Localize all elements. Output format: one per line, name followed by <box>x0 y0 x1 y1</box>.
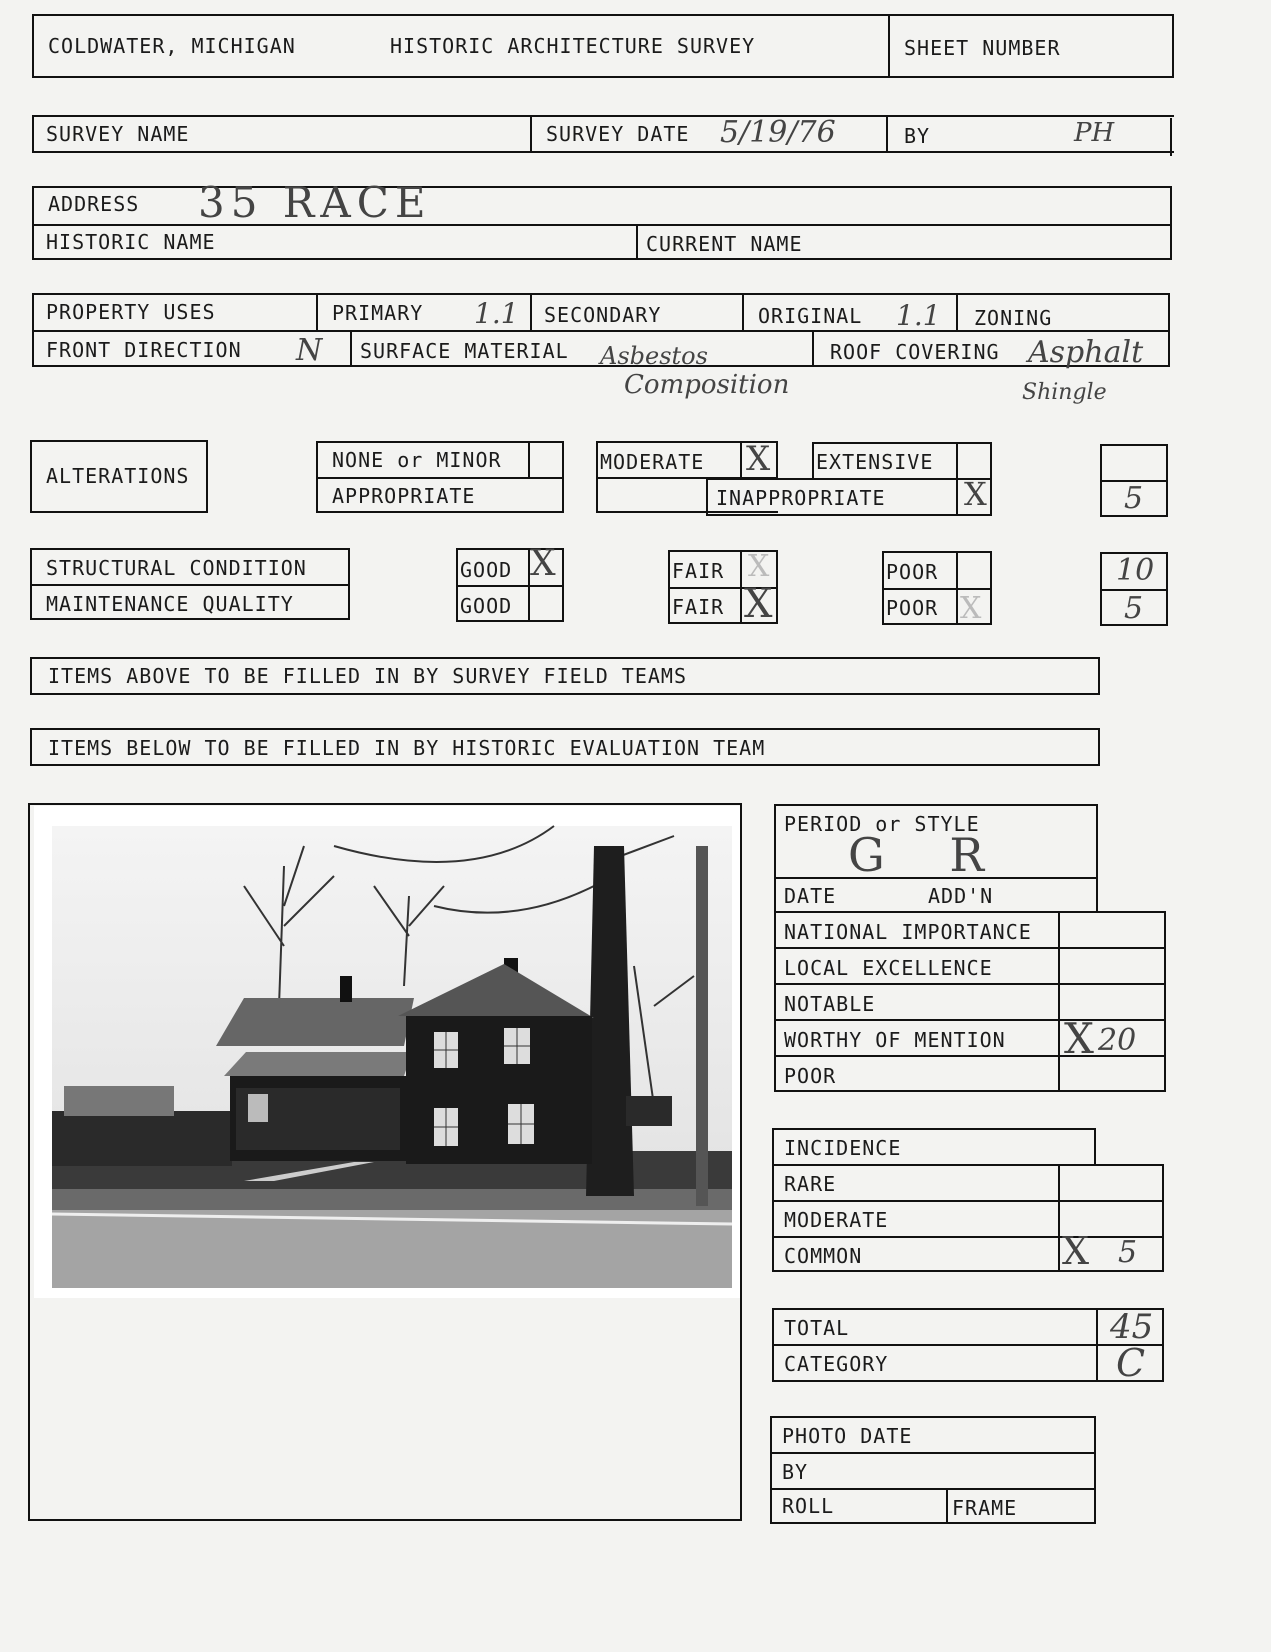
surface-material-value-1: Asbestos <box>600 342 708 370</box>
divider <box>316 477 564 479</box>
none-minor-label: NONE or MINOR <box>332 448 502 472</box>
divider <box>946 1488 948 1524</box>
divider <box>770 1488 1096 1490</box>
common-mark: X <box>1062 1229 1090 1273</box>
structural-good-mark: X <box>530 543 556 584</box>
house-photograph <box>34 806 740 1298</box>
divider <box>1170 118 1172 156</box>
divider <box>1058 1164 1060 1272</box>
appropriate-label: APPROPRIATE <box>332 484 476 508</box>
maintenance-fair-mark: X <box>744 581 773 627</box>
primary-value: 1.1 <box>474 297 519 330</box>
moderate-incidence-label: MODERATE <box>784 1208 889 1232</box>
structural-good-label: GOOD <box>460 558 513 582</box>
address-label: ADDRESS <box>48 192 140 216</box>
maintenance-poor-label: POOR <box>886 596 939 620</box>
worthy-score: 20 <box>1098 1023 1137 1058</box>
primary-label: PRIMARY <box>332 301 424 325</box>
divider <box>888 14 890 78</box>
roll-label: ROLL <box>782 1494 835 1518</box>
divider <box>956 551 958 625</box>
secondary-label: SECONDARY <box>544 303 662 327</box>
total-label: TOTAL <box>784 1316 850 1340</box>
structural-poor-label: POOR <box>886 560 939 584</box>
moderate-label: MODERATE <box>600 450 705 474</box>
national-importance-label: NATIONAL IMPORTANCE <box>784 920 1032 944</box>
common-score: 5 <box>1118 1235 1138 1270</box>
front-direction-label: FRONT DIRECTION <box>46 338 242 362</box>
divider <box>530 293 532 330</box>
property-uses-label: PROPERTY USES <box>46 300 216 324</box>
front-direction-value: N <box>296 333 323 368</box>
incidence-label: INCIDENCE <box>784 1136 902 1160</box>
city-label: COLDWATER, MICHIGAN <box>48 34 296 58</box>
divider <box>740 441 742 479</box>
divider <box>882 588 992 590</box>
category-label: CATEGORY <box>784 1352 889 1376</box>
roof-covering-label: ROOF COVERING <box>830 340 1000 364</box>
by-label: BY <box>904 124 931 148</box>
survey-date-label: SURVEY DATE <box>546 122 690 146</box>
maintenance-fair-label: FAIR <box>672 595 725 619</box>
divider <box>774 947 1166 949</box>
structural-fair-label: FAIR <box>672 559 725 583</box>
divider <box>770 1452 1096 1454</box>
photo-by-label: BY <box>782 1460 809 1484</box>
historic-name-label: HISTORIC NAME <box>46 230 216 254</box>
structural-score: 10 <box>1116 553 1155 588</box>
divider <box>316 293 318 330</box>
worthy-mark: X <box>1064 1014 1094 1063</box>
field-teams-note: ITEMS ABOVE TO BE FILLED IN BY SURVEY FIELD TEAMS <box>48 664 688 688</box>
address-value: 35 RACE <box>198 178 432 227</box>
roof-covering-value-1: Asphalt <box>1028 335 1144 370</box>
divider <box>772 1200 1164 1202</box>
roof-covering-value-2: Shingle <box>1022 380 1107 405</box>
divider <box>530 115 532 153</box>
divider <box>350 330 352 367</box>
total-value: 45 <box>1110 1307 1154 1347</box>
notable-label: NOTABLE <box>784 992 876 1016</box>
survey-date-value: 5/19/76 <box>720 115 836 150</box>
current-name-label: CURRENT NAME <box>646 232 803 256</box>
addn-label: ADD'N <box>928 884 994 908</box>
date-label: DATE <box>784 884 837 908</box>
category-value: C <box>1116 1341 1146 1385</box>
divider <box>528 441 530 477</box>
zoning-label: ZONING <box>974 306 1053 330</box>
divider <box>776 441 778 479</box>
local-excellence-label: LOCAL EXCELLENCE <box>784 956 993 980</box>
divider <box>772 1344 1164 1346</box>
inappropriate-label: INAPPROPRIATE <box>716 486 886 510</box>
evaluation-note: ITEMS BELOW TO BE FILLED IN BY HISTORIC EVALUATION TEAM <box>48 736 766 760</box>
divider <box>742 293 744 330</box>
surface-material-label: SURFACE MATERIAL <box>360 339 569 363</box>
divider <box>956 293 958 330</box>
photo-date-label: PHOTO DATE <box>782 1424 913 1448</box>
divider <box>30 584 350 586</box>
inappropriate-mark: X <box>964 475 987 513</box>
divider <box>1096 1308 1098 1382</box>
maintenance-score: 5 <box>1124 591 1144 626</box>
structural-condition-label: STRUCTURAL CONDITION <box>46 556 307 580</box>
surface-material-value-2: Composition <box>624 370 790 400</box>
sheet-number-label: SHEET NUMBER <box>904 36 1061 60</box>
divider <box>1058 911 1060 1092</box>
worthy-of-mention-label: WORTHY OF MENTION <box>784 1028 1006 1052</box>
moderate-mark: X <box>746 439 771 479</box>
maintenance-poor-mark: X <box>960 591 982 626</box>
maintenance-quality-label: MAINTENANCE QUALITY <box>46 592 294 616</box>
divider <box>886 115 888 153</box>
divider <box>772 1236 1164 1238</box>
original-value: 1.1 <box>896 299 941 332</box>
extensive-label: EXTENSIVE <box>816 450 934 474</box>
divider <box>32 330 1170 332</box>
rare-label: RARE <box>784 1172 837 1196</box>
alterations-label: ALTERATIONS <box>46 464 190 488</box>
common-label: COMMON <box>784 1244 863 1268</box>
period-style-label: PERIOD or STYLE <box>784 812 980 836</box>
structural-fair-mark: X <box>748 549 770 584</box>
maintenance-good-label: GOOD <box>460 594 513 618</box>
divider <box>774 1019 1166 1021</box>
house-photo-svg <box>34 806 740 1298</box>
divider <box>740 550 742 624</box>
form-title: HISTORIC ARCHITECTURE SURVEY <box>390 34 756 58</box>
by-value: PH <box>1074 118 1115 148</box>
poor-label: POOR <box>784 1064 837 1088</box>
period-style-value: G R <box>848 828 985 882</box>
original-label: ORIGINAL <box>758 304 863 328</box>
survey-name-label: SURVEY NAME <box>46 122 190 146</box>
divider <box>774 983 1166 985</box>
divider <box>812 330 814 367</box>
frame-label: FRAME <box>952 1496 1018 1520</box>
alterations-score: 5 <box>1124 481 1144 516</box>
divider <box>456 585 564 587</box>
divider <box>636 224 638 260</box>
